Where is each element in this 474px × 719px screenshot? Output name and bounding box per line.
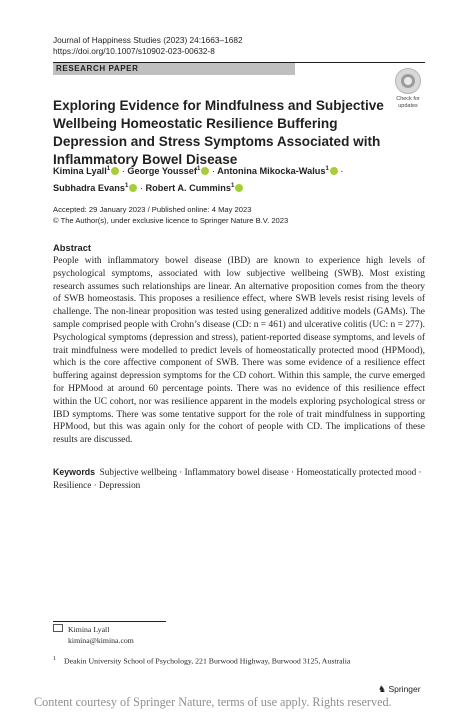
article-type-label: RESEARCH PAPER xyxy=(56,64,139,73)
abstract-text: People with inflammatory bowel disease (IBD) are known to experience high levels of psychological symptoms, associated with low subjective wellbeing (SWB). Most existing research assumes such relationships are linear. An alternative proposition comes from the theory of SWB homeostasis. This proposes a resilience effect, where SWB levels resist rising levels of challenge. The non-linear proposition was tested using generalized additive models (GAMs). The sample comprised people with Crohn’s disease (CD: n = 461) and ulcerative colitis (UC: n = 277). Psychological symptoms (depression and stress), patient-reported disease symptoms, and levels of trait mindfulness were modelled to predict levels of homeostatically protected mood (HPMood), which is the core affective component of SWB. There was some evidence of a resilience effect buffering against depression symptoms for the CD cohort. Within this sample, the curve emerged for HPMood at around 60 percentage points. There was no evidence of this resilience effect within the UC cohort, nor was resilience apparent in the models exploring psychological stress or IBD symptoms. There was some tentative support for the role of trait mindfulness in supporting HPMood, but this was again only for the cohort of people with CD. The implications of these results are discussed. xyxy=(53,256,425,446)
doi-link[interactable]: https://doi.org/10.1007/s10902-023-00632-8 xyxy=(53,46,215,56)
author-list: Kimina Lyall$^1$ · George Youssef$^1$ · Antonina Mikocka‑Walus$^1$ · Subhadra Evans$^1$ · Robert A. Cummins$^1$ xyxy=(53,166,344,194)
author-1[interactable]: Kimina Lyall$^1$ xyxy=(53,166,119,176)
article-dates xyxy=(53,205,288,226)
orcid-icon[interactable] xyxy=(201,167,209,175)
check-updates-icon xyxy=(395,68,421,94)
orcid-icon[interactable] xyxy=(129,184,137,192)
courtesy-notice: Content courtesy of Springer Nature, terms of use apply. Rights reserved. xyxy=(34,695,392,709)
abstract-heading: Abstract xyxy=(53,242,92,253)
springer-horse-icon: ♞ xyxy=(378,684,387,694)
keywords-label: Keywords xyxy=(53,467,96,477)
publisher-name: Springer xyxy=(388,684,421,694)
article-title: Exploring Evidence for Mindfulness and Subjective Wellbeing Homeostatic Resilience Buffering Depression and Stress Symptoms Associated with Inflammatory Bowel Disease xyxy=(53,98,384,167)
correspondence xyxy=(53,624,134,646)
copyright-line: © The Author(s), under exclusive licence to Springer Nature B.V. 2023 xyxy=(53,215,289,225)
article-type-banner xyxy=(53,63,295,75)
author-4[interactable]: Subhadra Evans$^1$ xyxy=(53,183,137,193)
publisher-logo xyxy=(378,684,421,695)
author-3[interactable]: Antonina Mikocka‑Walus$^1$ xyxy=(217,166,338,176)
check-updates-label-1: Check for xyxy=(396,96,420,102)
envelope-icon xyxy=(53,624,63,632)
affiliation xyxy=(53,654,350,667)
keywords-list: Subjective wellbeing · Inflammatory bowel disease · Homeostatically protected mood · Resilience · Depression xyxy=(53,467,422,490)
affiliation-number: 1 xyxy=(53,656,56,662)
orcid-icon[interactable] xyxy=(330,167,338,175)
check-updates-label-2: updates xyxy=(398,102,418,109)
corresponding-email[interactable]: kimina@kimina.com xyxy=(68,635,134,645)
author-5[interactable]: Robert A. Cummins$^1$ xyxy=(146,183,244,193)
author-2[interactable]: George Youssef$^1$ xyxy=(127,166,209,176)
affiliation-text: Deakin University School of Psychology, 221 Burwood Highway, Burwood 3125, Australia xyxy=(64,656,351,666)
accepted-published-dates: Accepted: 29 January 2023 / Published online: 4 May 2023 xyxy=(53,205,252,214)
orcid-icon[interactable] xyxy=(235,184,243,192)
keywords xyxy=(53,466,425,492)
corresponding-author: Kimina Lyall xyxy=(68,625,110,634)
orcid-icon[interactable] xyxy=(111,167,119,175)
footnote-rule xyxy=(53,621,166,622)
check-for-updates-badge[interactable] xyxy=(391,68,425,109)
journal-header xyxy=(53,35,243,57)
journal-citation: Journal of Happiness Studies (2023) 24:1663–1682 xyxy=(53,35,243,45)
